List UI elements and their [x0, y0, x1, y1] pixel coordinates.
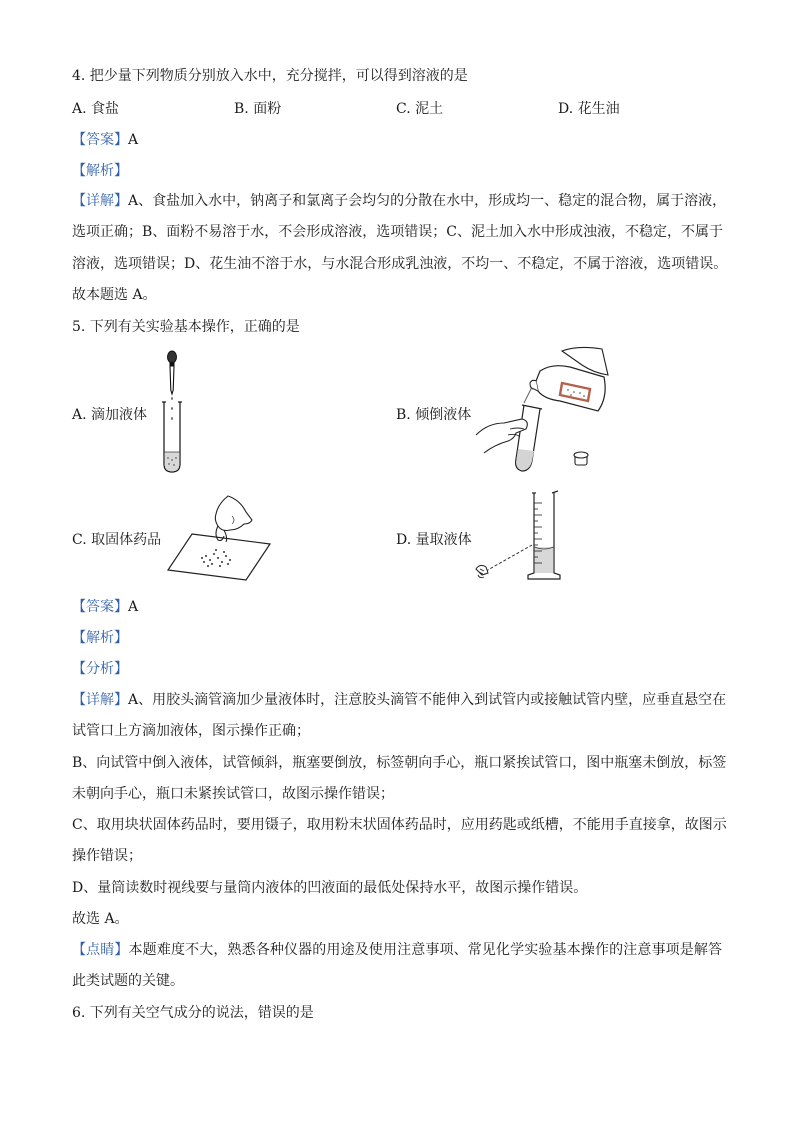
q5-comment-line-2: 此类试题的关键。: [72, 973, 184, 989]
q4-stem: 4. 把少量下列物质分别放入水中，充分搅拌，可以得到溶液的是: [72, 68, 468, 84]
q4-option-d: D. 花生油: [558, 101, 620, 117]
q5-answer-line: [72, 597, 138, 617]
q5-detail-line-1: 【详解】A、用胶头滴管滴加少量液体时，注意胶头滴管不能伸入到试管内或接触试管内壁，应垂直悬空在: [72, 692, 727, 708]
q5-option-c: C. 取固体药品: [72, 532, 162, 548]
q5-fenxi-tag: 【分析】: [72, 661, 128, 677]
detail-tag: 【详解】: [72, 692, 128, 708]
q4-detail-line-4: 故本题选 A。: [72, 287, 157, 303]
q5-stem: 5. 下列有关实验基本操作，正确的是: [72, 319, 300, 335]
q5-option-d: D. 量取液体: [396, 532, 472, 548]
q4-detail-line-2: 选项正确；B、面粉不易溶于水，不会形成溶液，选项错误；C、泥土加入水中形成浊液，不稳定，不属于: [72, 224, 723, 240]
q4-answer: A: [128, 132, 139, 148]
answer-tag: 【答案】: [72, 599, 128, 615]
q5-detail-line-3: B、向试管中倒入液体，试管倾斜，瓶塞要倒放，标签朝向手心，瓶口紧挨试管口，图中瓶塞未倒放，标签: [72, 755, 727, 771]
q5-detail-line-6: 操作错误；: [72, 848, 142, 864]
q4-detail-line-1: 【详解】A、食盐加入水中，钠离子和氯离子会均匀的分散在水中，形成均一、稳定的混合物，属于溶液，: [72, 193, 727, 209]
dropper-figure: [150, 348, 194, 478]
q6-stem: 6. 下列有关空气成分的说法，错误的是: [72, 1005, 314, 1021]
comment-tag: 【点睛】: [72, 942, 129, 958]
detail-tag: 【详解】: [72, 193, 128, 209]
q5-answer: A: [128, 599, 139, 615]
q5-detail-line-2: 试管口上方滴加液体，图示操作正确；: [72, 723, 310, 739]
q5-detail-line-4: 未朝向手心，瓶口未紧挨试管口，故图示操作错误；: [72, 786, 394, 802]
q4-detail-line-3: 溶液，选项错误；D、花生油不溶于水，与水混合形成乳浊液，不均一、不稳定，不属于溶液，选项错误。: [72, 256, 728, 272]
solid-reagent-figure: [166, 494, 274, 584]
q5-detail-line-7: D、量筒读数时视线要与量筒内液体的凹液面的最低处保持水平，故图示操作错误。: [72, 880, 588, 896]
q4-option-a: A. 食盐: [72, 101, 120, 117]
q5-option-b: B. 倾倒液体: [396, 407, 472, 423]
q5-analysis-tag: 【解析】: [72, 630, 128, 646]
q5-detail-line-8: 故选 A。: [72, 911, 129, 927]
q4-analysis-tag: 【解析】: [72, 163, 128, 179]
q4-option-c: C. 泥土: [396, 101, 444, 117]
answer-tag: 【答案】: [72, 132, 128, 148]
q5-option-a: A. 滴加液体: [72, 407, 148, 423]
q5-detail-line-5: C、取用块状固体药品时，要用镊子，取用粉末状固体药品时，应用药匙或纸槽，不能用手直接拿，故图示: [72, 817, 727, 833]
pouring-figure: [474, 343, 614, 479]
q4-answer-line: [72, 130, 138, 150]
q4-option-b: B. 面粉: [234, 101, 282, 117]
graduated-cylinder-figure: [474, 489, 566, 585]
q5-comment-line-1: 【点睛】本题难度不大，熟悉各种仪器的用途及使用注意事项、常见化学实验基本操作的注意事项是解答: [72, 942, 723, 958]
